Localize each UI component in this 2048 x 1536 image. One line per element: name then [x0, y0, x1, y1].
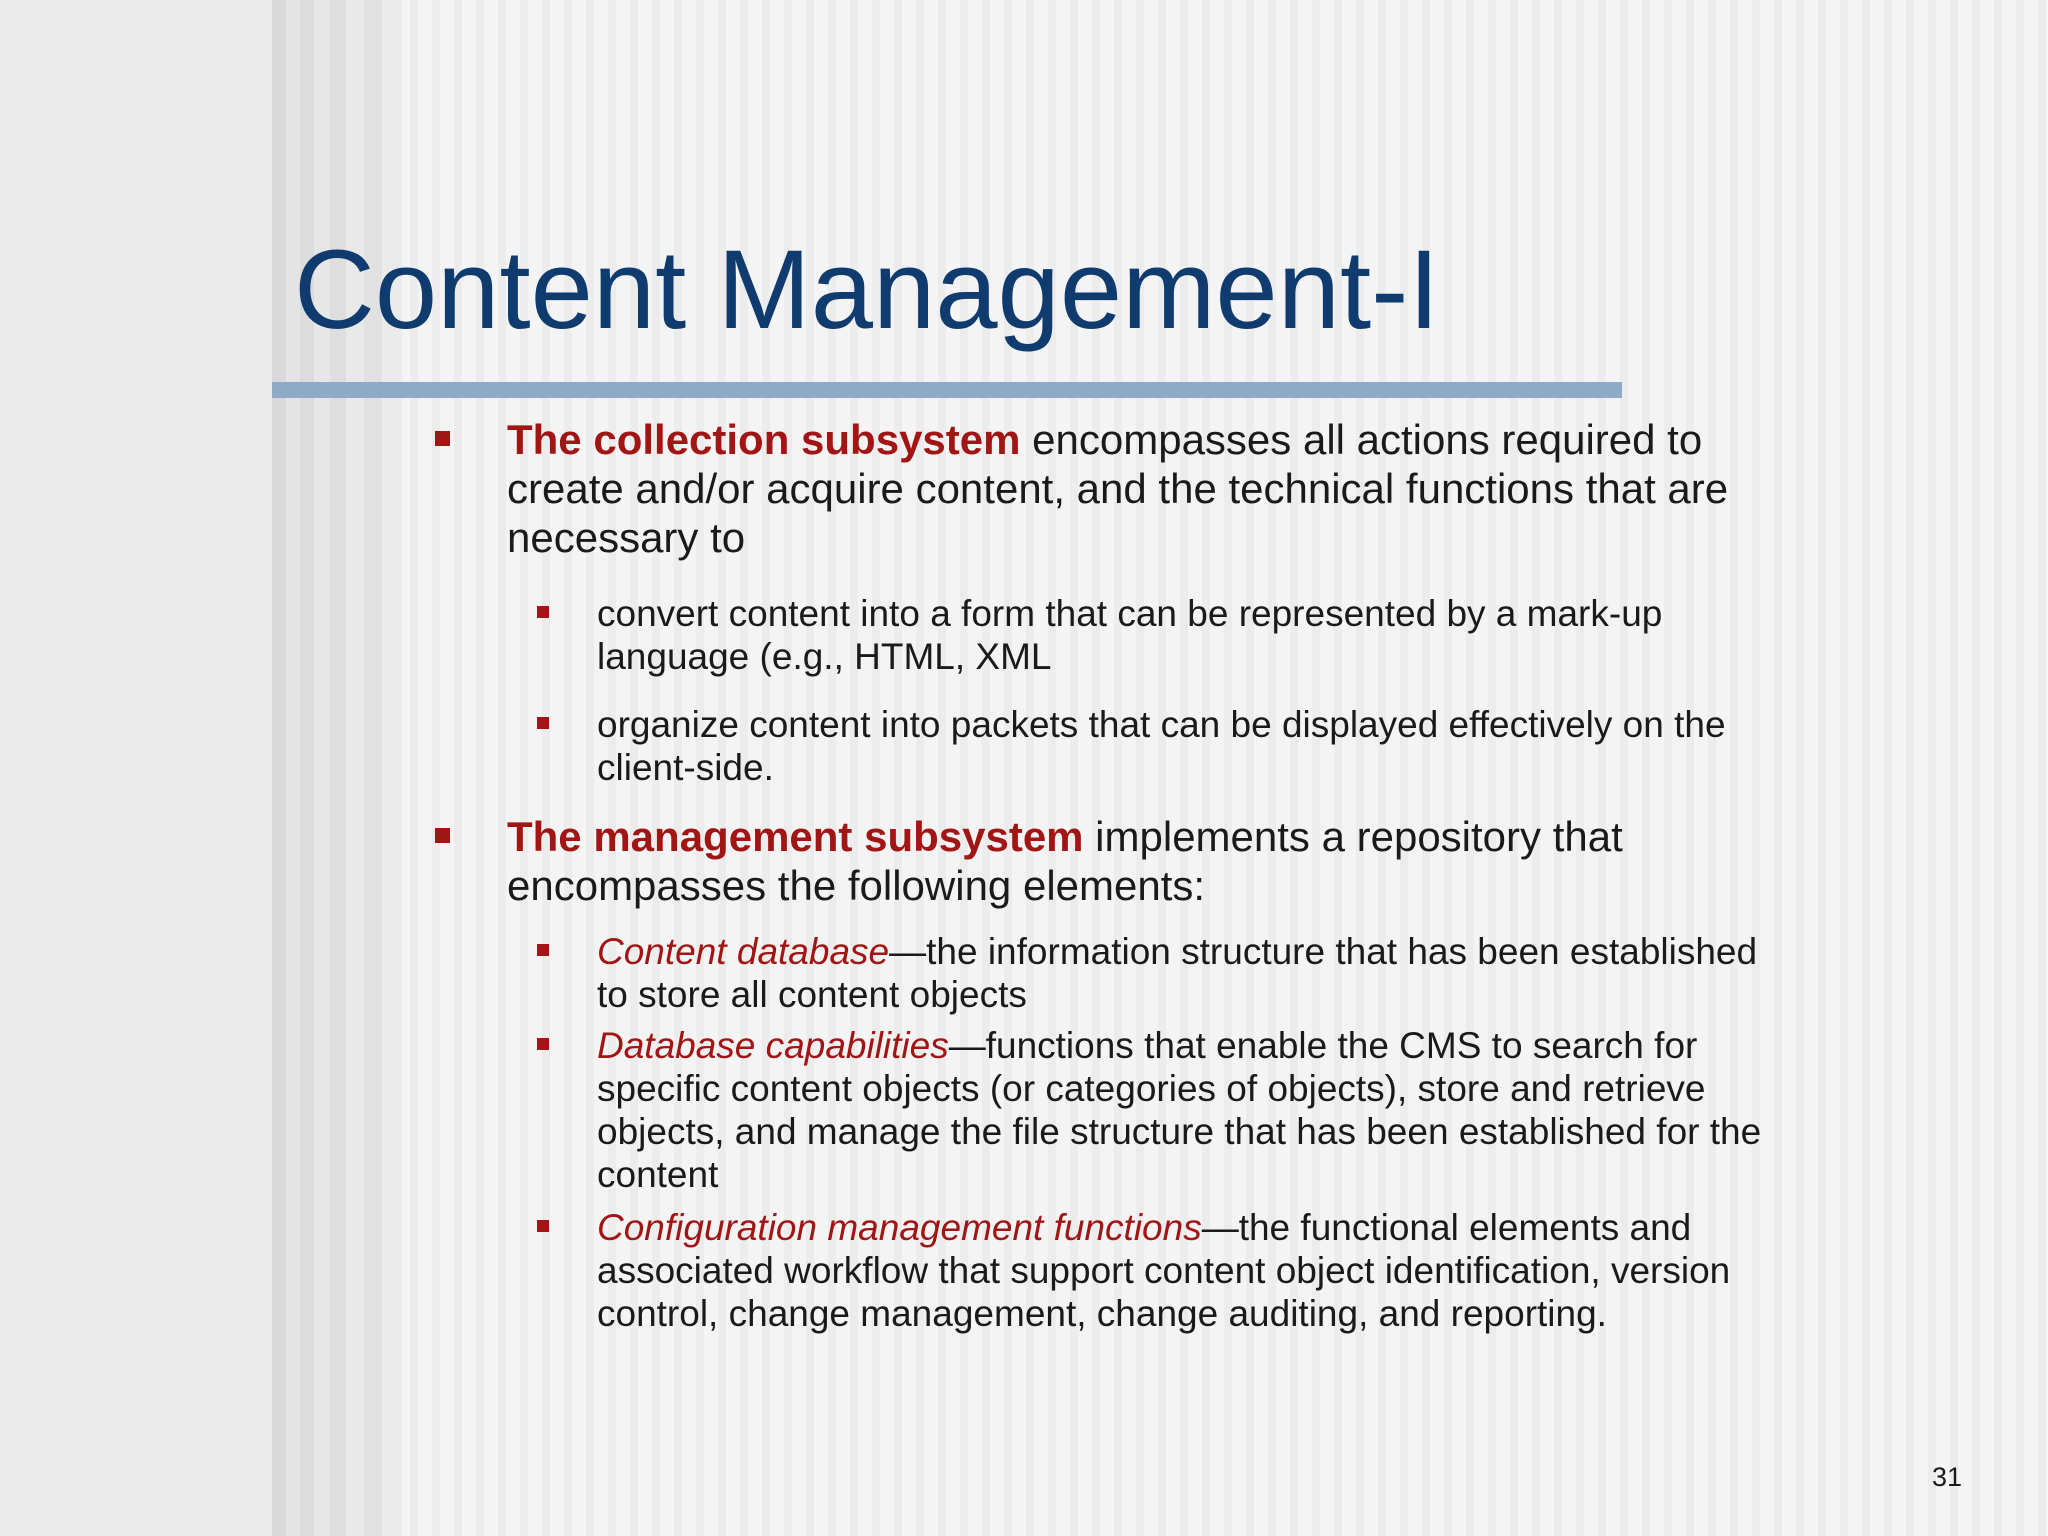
square-bullet-icon: [435, 828, 450, 843]
square-bullet-icon: [537, 606, 549, 618]
sub-bullet-convert-content: [597, 592, 1807, 678]
sub-bullet-term: Content database: [597, 931, 890, 972]
sub-bullet-organize-content: [597, 703, 1807, 789]
sub-bullet-term: Database capabilities: [597, 1025, 949, 1066]
page-number: 31: [1931, 1462, 1962, 1492]
sub-bullet-text: —the information structure that has been established to store all content objects: [597, 931, 1758, 1015]
square-bullet-icon: [537, 717, 549, 729]
bullet-text: encompasses all actions required to create and/or acquire content, and the technical functions that are necessary to: [507, 416, 1729, 561]
sub-bullet-database-capabilities: [597, 1024, 1767, 1196]
bullet-collection-subsystem: [507, 415, 1797, 562]
square-bullet-icon: [537, 1038, 549, 1050]
square-bullet-icon: [537, 1220, 549, 1232]
sub-bullet-text: —functions that enable the CMS to search for specific content objects (or categories of objects), store and retrieve objects, and manage the file structure that has been established for the content: [597, 1025, 1762, 1195]
bullet-lead: The collection subsystem: [507, 416, 1021, 463]
sub-bullet-text: —the functional elements and associated workflow that support content object identification, version control, change management, change auditing, and reporting.: [597, 1207, 1731, 1334]
sub-bullet-configuration-management: [597, 1206, 1787, 1335]
square-bullet-icon: [435, 431, 450, 446]
sub-bullet-content-database: [597, 930, 1767, 1016]
bullet-lead: The management subsystem: [507, 813, 1084, 860]
sub-bullet-term: Configuration management functions: [597, 1207, 1202, 1248]
slide-title: Content Management-I: [294, 227, 1440, 352]
sub-bullet-text: organize content into packets that can be displayed effectively on the client-side.: [597, 704, 1726, 788]
bullet-text: implements a repository that encompasses the following elements:: [507, 813, 1623, 909]
sub-bullet-text: convert content into a form that can be represented by a mark-up language (e.g., HTML, XML: [597, 593, 1663, 677]
square-bullet-icon: [537, 944, 549, 956]
bullet-management-subsystem: [507, 812, 1797, 910]
